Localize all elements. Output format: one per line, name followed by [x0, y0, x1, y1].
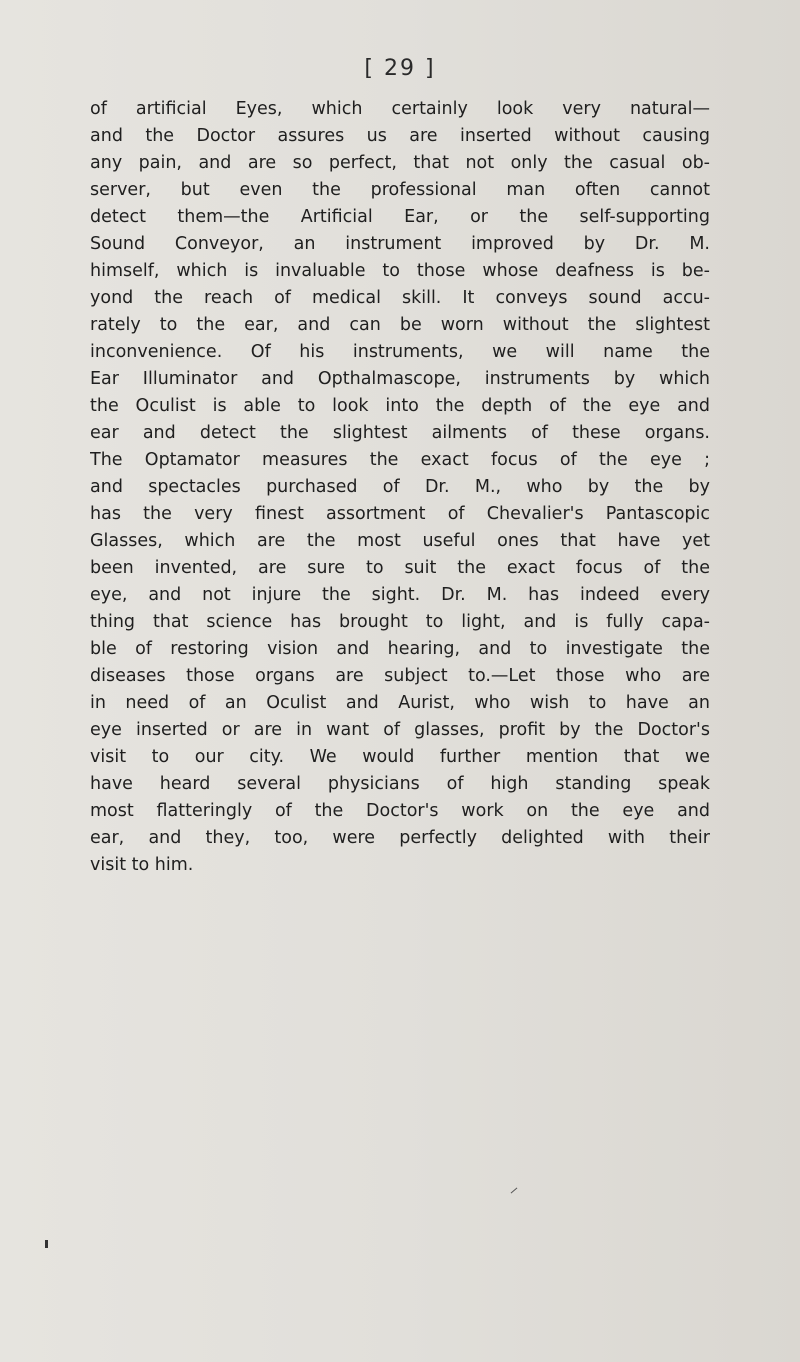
text-line-13: ear and detect the slightest ailments of these organs.: [90, 423, 710, 443]
text-line-12: the Oculist is able to look into the depth of the eye and: [90, 396, 710, 416]
text-line-11: Ear Illuminator and Opthalmascope, instruments by which: [90, 369, 710, 389]
text-line-2: and the Doctor assures us are inserted without causing: [90, 126, 710, 146]
text-line-1: of artificial Eyes, which certainly look very natural—: [90, 99, 710, 119]
text-line-26: have heard several physicians of high standing speak: [90, 774, 710, 794]
text-line-24: eye inserted or are in want of glasses, profit by the Doctor's: [90, 720, 710, 740]
body-text: [90, 96, 710, 879]
text-line-23: in need of an Oculist and Aurist, who wish to have an: [90, 693, 710, 713]
text-line-7: himself, which is invaluable to those whose deafness is be-: [90, 261, 710, 281]
margin-mark: [45, 1240, 48, 1248]
text-line-8: yond the reach of medical skill. It conveys sound accu-: [90, 288, 710, 308]
text-line-22: diseases those organs are subject to.—Let those who are: [90, 666, 710, 686]
text-line-27: most flatteringly of the Doctor's work on the eye and: [90, 801, 710, 821]
text-line-28: ear, and they, too, were perfectly delighted with their: [90, 828, 710, 848]
text-line-14: The Optamator measures the exact focus of the eye ;: [90, 450, 710, 470]
text-line-19: eye, and not injure the sight. Dr. M. has indeed every: [90, 585, 710, 605]
text-line-25: visit to our city. We would further mention that we: [90, 747, 710, 767]
text-line-16: has the very finest assortment of Chevalier's Pantascopic: [90, 504, 710, 524]
text-line-3: any pain, and are so perfect, that not only the casual ob-: [90, 153, 710, 173]
text-line-29: visit to him.: [90, 855, 194, 875]
text-line-10: inconvenience. Of his instruments, we will name the: [90, 342, 710, 362]
pencil-mark: [511, 1188, 518, 1194]
text-line-5: detect them—the Artificial Ear, or the self-supporting: [90, 207, 710, 227]
text-line-20: thing that science has brought to light, and is fully capa-: [90, 612, 710, 632]
text-line-18: been invented, are sure to suit the exact focus of the: [90, 558, 710, 578]
text-line-21: ble of restoring vision and hearing, and to investigate the: [90, 639, 710, 659]
text-line-4: server, but even the professional man often cannot: [90, 180, 710, 200]
page-number: [ 29 ]: [364, 56, 436, 81]
text-line-9: rately to the ear, and can be worn without the slightest: [90, 315, 710, 335]
text-line-17: Glasses, which are the most useful ones that have yet: [90, 531, 710, 551]
text-line-15: and spectacles purchased of Dr. M., who by the by: [90, 477, 710, 497]
text-line-6: Sound Conveyor, an instrument improved by Dr. M.: [90, 234, 710, 254]
